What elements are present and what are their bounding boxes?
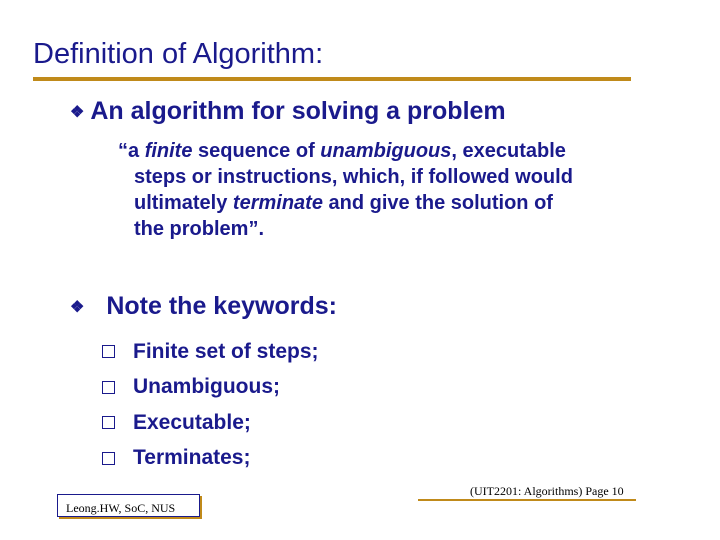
quote-text: , executable [451,140,566,162]
bullet-text: Note the keywords: [106,292,337,320]
quote-text: ultimately [134,192,233,214]
quote-text: and give the solution of [322,192,553,214]
square-bullet-icon [102,345,115,358]
bullet-text: An algorithm for solving a problem [90,97,506,125]
list-item [102,334,319,370]
definition-quote [118,138,688,242]
page-reference: (UIT2201: Algorithms) Page 10 [470,484,624,498]
list-item-text: Terminates; [133,446,251,470]
square-bullet-icon [102,452,115,465]
keyword-finite: finite [144,140,193,162]
quote-line-2: steps or instructions, which, if followed would [134,166,573,188]
quote-line-1 [118,138,688,164]
diamond-bullet-icon: ❖ [70,298,85,316]
title-underline [33,77,631,81]
slide-title: Definition of Algorithm: [33,38,324,70]
list-item-text: Finite set of steps; [133,339,319,363]
keyword-list [102,334,319,476]
keyword-terminate: terminate [232,192,323,214]
list-item-text: Unambiguous; [133,375,280,399]
square-bullet-icon [102,416,115,429]
footer-rule [418,499,636,501]
square-bullet-icon [102,381,115,394]
list-item [102,370,319,406]
diamond-bullet-icon: ❖ [70,103,85,121]
quote-line-4: the problem”. [134,218,265,240]
list-item [102,405,319,441]
list-item [102,441,319,477]
list-item-text: Executable; [133,410,251,434]
quote-text: “a [118,140,145,162]
author-box: Leong.HW, SoC, NUS [57,494,200,517]
keyword-unambiguous: unambiguous [320,140,452,162]
bullet-keywords [70,292,337,321]
bullet-algorithm [70,97,506,126]
quote-text: sequence of [192,140,321,162]
quote-line-3 [118,190,688,216]
